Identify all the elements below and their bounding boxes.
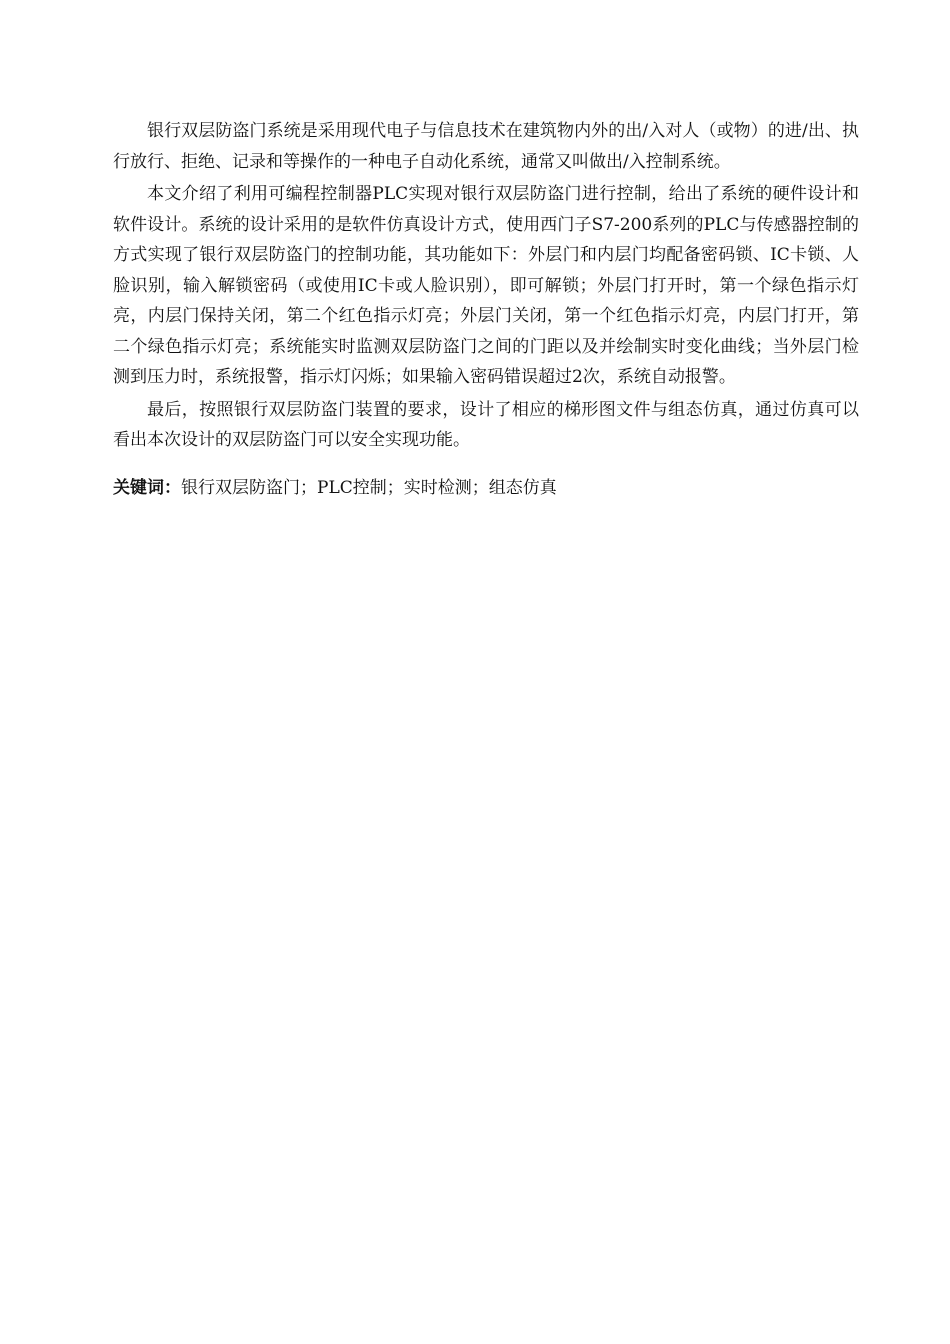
keywords-line — [113, 473, 859, 504]
abstract-paragraph-1: 银行双层防盗门系统是采用现代电子与信息技术在建筑物内外的出/入对人（或物）的进/出、执行放行、拒绝、记录和等操作的一种电子自动化系统，通常又叫做出/入控制系统。 — [113, 121, 859, 172]
abstract-paragraph-2: 本文介绍了利用可编程控制器PLC实现对银行双层防盗门进行控制，给出了系统的硬件设计和软件设计。系统的设计采用的是软件仿真设计方式，使用西门子S7-200系列的PLC与传感器控制的方式实现了银行双层防盗门的控制功能，其功能如下：外层门和内层门均配备密码锁、IC卡锁、人脸识别，输入解锁密码（或使用IC卡或人脸识别），即可解锁；外层门打开时，第一个绿色指示灯亮，内层门保持关闭，第二个红色指示灯亮；外层门关闭，第一个红色指示灯亮，内层门打开，第二个绿色指示灯亮；系统能实时监测双层防盗门之间的门距以及并绘制实时变化曲线；当外层门检测到压力时，系统报警，指示灯闪烁；如果输入密码错误超过2次，系统自动报警。 — [113, 184, 859, 387]
keywords-label: 关键词： — [113, 477, 181, 498]
abstract-paragraph-3: 最后，按照银行双层防盗门装置的要求，设计了相应的梯形图文件与组态仿真，通过仿真可以看出本次设计的双层防盗门可以安全实现功能。 — [113, 399, 859, 450]
abstract-body — [113, 116, 859, 520]
keywords-text: 银行双层防盗门；PLC控制；实时检测；组态仿真 — [181, 477, 557, 498]
